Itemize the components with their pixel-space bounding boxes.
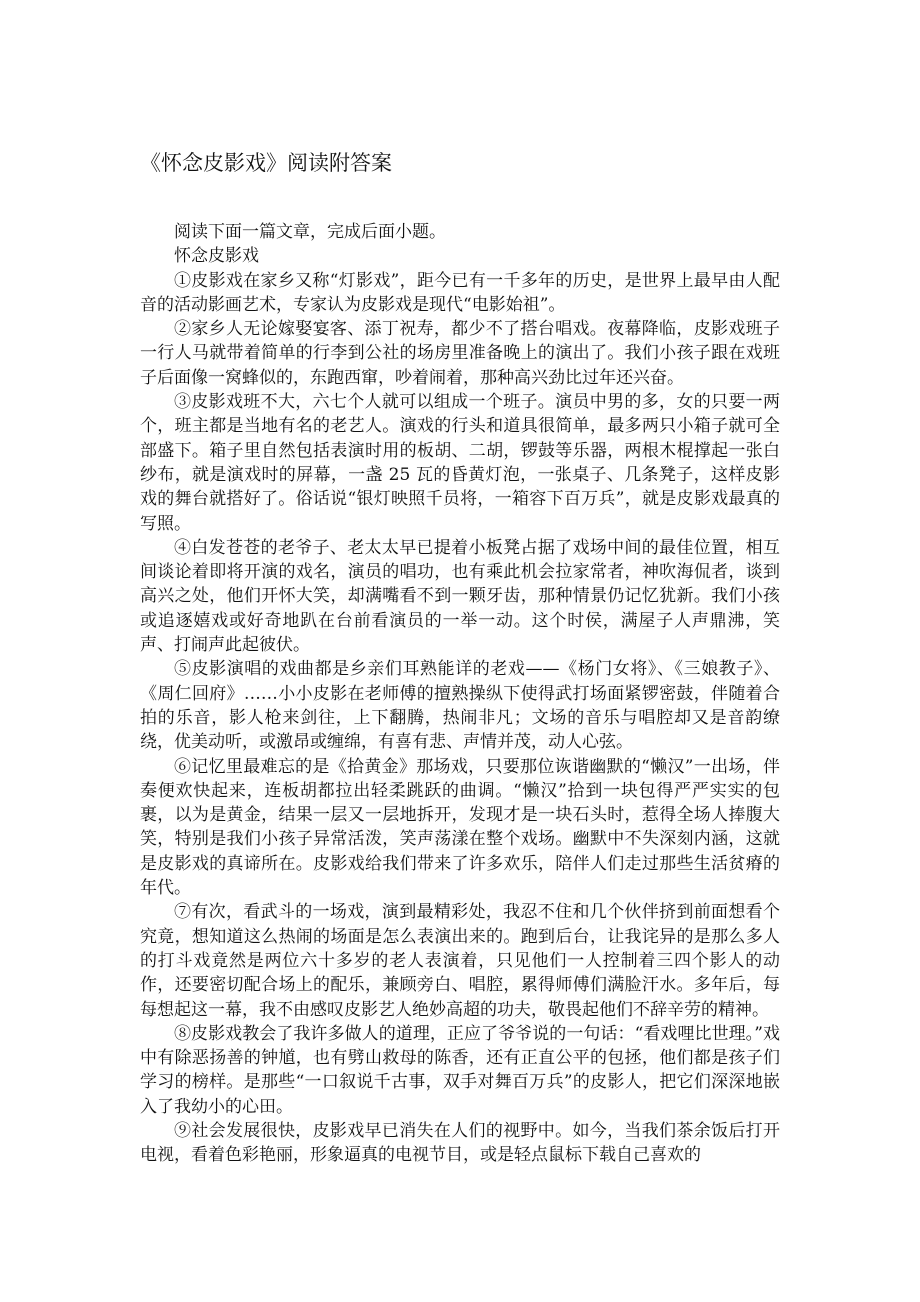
paragraph-4: ④白发苍苍的老爷子、老太太早已提着小板凳占据了戏场中间的最佳位置，相互间谈论着即将开演的戏名，演员的唱功，也有乘此机会拉家常者，神吹海侃者，谈到高兴之处，他们开怀大笑，却满嘴看不到一颗牙齿，那种情景仍记忆犹新。我们小孩或追逐嬉戏或好奇地趴在台前看演员的一举一动。这个时侯，满屋子人声鼎沸，笑声、打闹声此起彼伏。 <box>140 537 780 656</box>
paragraph-1: ①皮影戏在家乡又称“灯影戏”，距今已有一千多年的历史，是世界上最早由人配音的活动影画艺术，专家认为皮影戏是现代“电影始祖”。 <box>140 270 780 315</box>
paragraph-7: ⑦有次，看武斗的一场戏，演到最精彩处，我忍不住和几个伙伴挤到前面想看个究竟，想知道这么热闹的场面是怎么表演出来的。跑到后台，让我诧异的是那么多人的打斗戏竟然是两位六十多岁的老人表演着，只见他们一人控制着三四个影人的动作，还要密切配合场上的配乐，兼顾旁白、唱腔，累得师傅们满脸汗水。多年后，每每想起这一幕，我不由感叹皮影艺人绝妙高超的功夫，敬畏起他们不辞辛劳的精神。 <box>140 902 780 1020</box>
paragraph-3: ③皮影戏班不大，六七个人就可以组成一个班子。演员中男的多，女的只要一两个，班主都是当地有名的老艺人。演戏的行头和道具很简单，最多两只小箱子就可全部盛下。箱子里自然包括表演时用的板胡、二胡，锣鼓等乐器，两根木棍撑起一张白纱布，就是演戏时的屏幕，一盏 25 瓦的昏黄灯泡，一张桌子、几条凳子，这样皮影戏的舞台就搭好了。俗话说“银灯映照千员将，一箱容下百万兵”，就是皮影戏最真的写照。 <box>140 392 780 534</box>
reading-instruction: 阅读下面一篇文章，完成后面小题。 <box>174 222 446 242</box>
article-title: 怀念皮影戏 <box>174 246 259 267</box>
paragraph-2: ②家乡人无论嫁娶宴客、添丁祝寿，都少不了搭台唱戏。夜幕降临，皮影戏班子一行人马就带着简单的行李到公社的场房里准备晚上的演出了。我们小孩子跟在戏班子后面像一窝蜂似的，东跑西窜，吵着闹着，那种高兴劲比过年还兴奋。 <box>140 319 780 388</box>
paragraph-9: ⑨社会发展很快，皮影戏早已消失在人们的视野中。如今，当我们茶余饭后打开电视，看着色彩艳丽，形象逼真的电视节目，或是轻点鼠标下载自己喜欢的 <box>140 1120 780 1166</box>
paragraph-6: ⑥记忆里最难忘的是《拾黄金》那场戏，只要那位诙谐幽默的“懒汉”一出场，伴奏便欢快起来，连板胡都拉出轻柔跳跃的曲调。“懒汉”拾到一块包得严严实实的包裹，以为是黄金，结果一层又一层地拆开，发现才是一块石头时，惹得全场人捧腹大笑，特别是我们小孩子异常活泼，笑声荡漾在整个戏场。幽默中不失深刻内涵，这就是皮影戏的真谛所在。皮影戏给我们带来了许多欢乐，陪伴人们走过那些生活贫瘠的年代。 <box>140 756 780 899</box>
paragraph-8: ⑧皮影戏教会了我许多做人的道理，正应了爷爷说的一句话：“看戏哩比世理。”戏中有除恶扬善的钟馗，也有劈山救母的陈香，还有正直公平的包拯，他们都是孩子们学习的榜样。是那些“一口叙说千古事，双手对舞百万兵”的皮影人，把它们深深地嵌入了我幼小的心田。 <box>140 1023 780 1117</box>
paragraph-5: ⑤皮影演唱的戏曲都是乡亲们耳熟能详的老戏——《杨门女将》、《三娘教子》、《周仁回府》……小小皮影在老师傅的擅熟操纵下使得武打场面紧锣密鼓，伴随着合拍的乐音，影人枪来剑往，上下翻腾，热闹非凡；文场的音乐与唱腔却又是音韵缭绕，优美动听，或激昂或缠绵，有喜有悲、声情并茂，动人心弦。 <box>140 659 780 753</box>
document-title: 《怀念皮影戏》阅读附答案 <box>140 151 392 175</box>
article-body <box>140 220 780 1168</box>
